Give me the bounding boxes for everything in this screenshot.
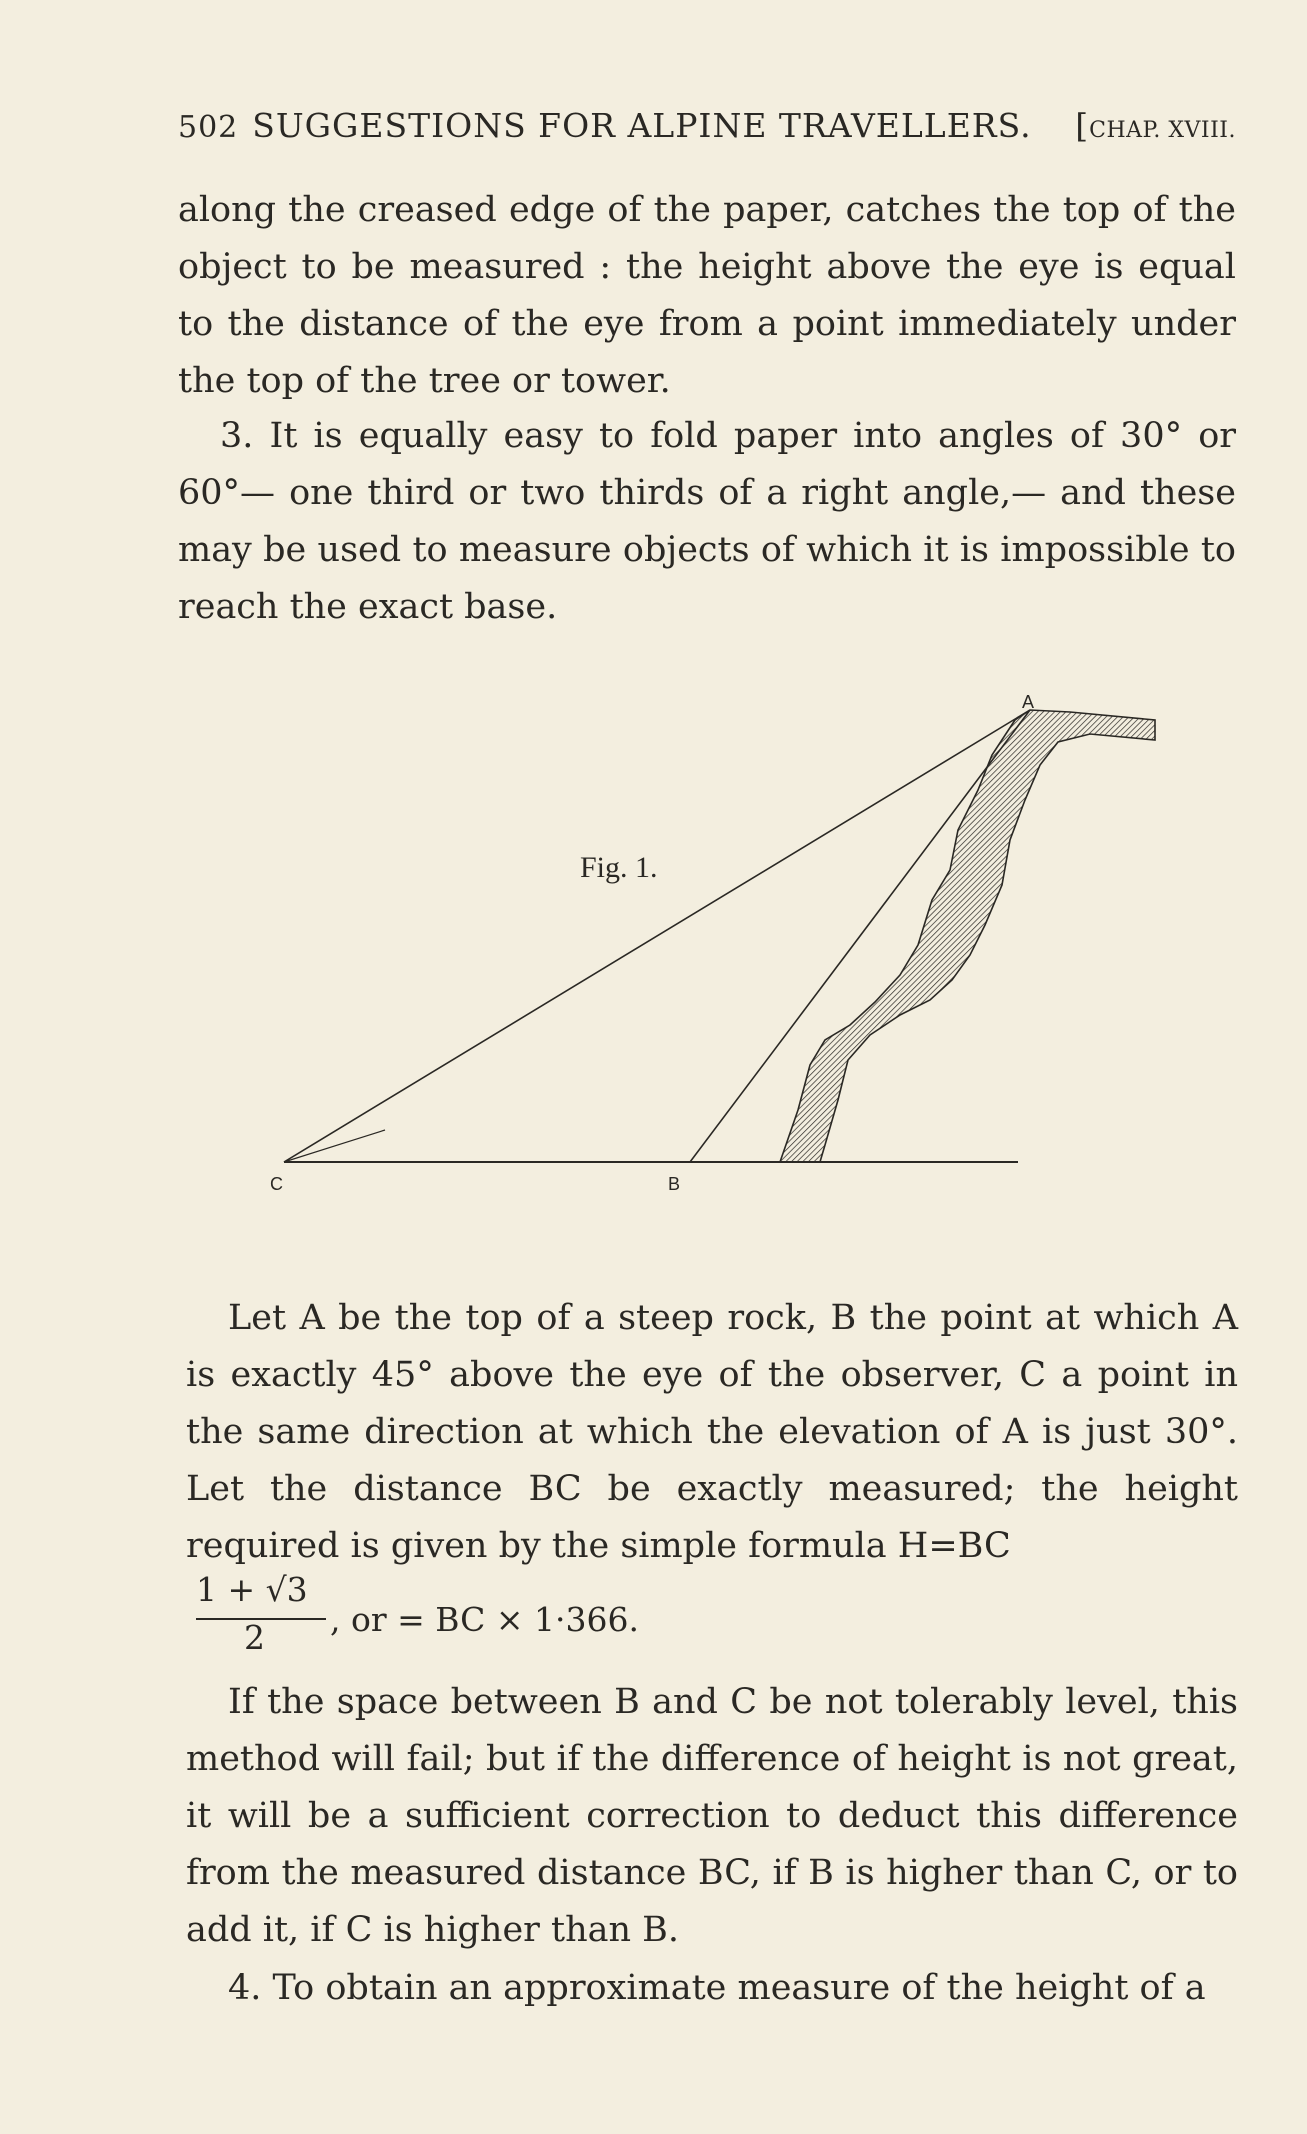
formula-denominator: 2 xyxy=(244,1618,265,1657)
paragraph-5: 4. To obtain an approximate measure of the height of a xyxy=(228,1968,1206,2008)
point-label-a: A xyxy=(1022,692,1035,712)
point-label-b: B xyxy=(668,1174,681,1194)
sightline-c-a xyxy=(284,710,1030,1162)
point-label-c: C xyxy=(270,1174,283,1194)
running-title: SUGGESTIONS FOR ALPINE TRAVELLERS. xyxy=(252,106,1032,145)
figure-caption: Fig. 1. xyxy=(580,851,658,884)
chapter-label: CHAP. XVIII. xyxy=(1089,118,1236,143)
chapter-bracket: [ xyxy=(1075,106,1090,145)
paragraph-4: If the space between B and C be not tolerably level, this method will fail; but if the difference of height is not great, it will be a sufficient correction to deduct this difference from the measured distance BC, if B is higher than C, or to add it, if C is higher than B. xyxy=(186,1682,1238,1950)
formula-result: , or = BC × 1·366. xyxy=(330,1600,639,1639)
page-number: 502 xyxy=(178,110,239,145)
construction-line xyxy=(284,1130,385,1162)
paragraph-2: 3. It is equally easy to fold paper into angles of 30° or 60°— one third or two thirds of a right angle,— and these may be used to measure objects of which it is impossible to reach the exact base. xyxy=(178,416,1236,627)
formula-numerator: 1 + √3 xyxy=(196,1570,308,1609)
rock-face xyxy=(780,710,1155,1162)
running-head xyxy=(178,106,1236,145)
paragraph-1: along the creased edge of the paper, catches the top of the object to be measured : the height above the eye is equal to the distance of the eye from a point immediately under the top of the tree or tower. xyxy=(178,190,1236,401)
figure-1-diagram xyxy=(250,690,1180,1210)
paragraph-3: Let A be the top of a steep rock, B the point at which A is exactly 45° above the eye of the observer, C a point in the same direction at which the elevation of A is just 30°. Let the distance BC be exactly measured; the height required is given by the simple formula H=BC xyxy=(186,1298,1238,1566)
chapter-reference xyxy=(1075,106,1236,145)
